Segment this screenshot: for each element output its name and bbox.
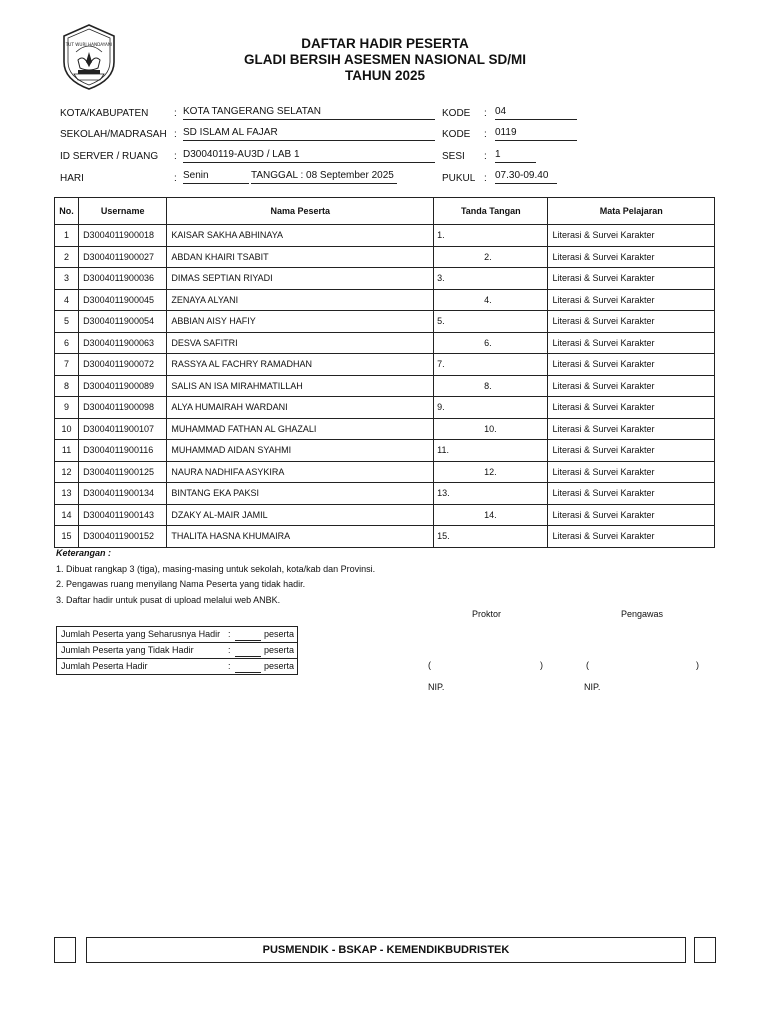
cell-username: D3004011900143 <box>79 504 167 526</box>
cell-nama-peserta: BINTANG EKA PAKSI <box>167 483 434 505</box>
cell-mata-pelajaran: Literasi & Survei Karakter <box>548 483 715 505</box>
title-line-3: TAHUN 2025 <box>344 68 426 83</box>
cell-no: 14 <box>55 504 79 526</box>
cell-nama-peserta: DZAKY AL-MAIR JAMIL <box>167 504 434 526</box>
cell-mata-pelajaran: Literasi & Survei Karakter <box>548 246 715 268</box>
table-row <box>55 289 715 311</box>
colon: : <box>174 108 177 119</box>
cell-nama-peserta: RASSYA AL FACHRY RAMADHAN <box>167 354 434 376</box>
svg-text:TUT WURI HANDAYANI: TUT WURI HANDAYANI <box>65 42 113 47</box>
cell-username: D3004011900152 <box>79 526 167 548</box>
kode1-label: KODE <box>442 108 471 119</box>
colon: : <box>484 129 487 140</box>
cell-nama-peserta: KAISAR SAKHA ABHINAYA <box>167 225 434 247</box>
notes-heading: Keterangan : <box>56 548 112 558</box>
cell-tanda-tangan[interactable] <box>434 461 548 483</box>
kota-value: KOTA TANGERANG SELATAN <box>183 106 435 120</box>
pengawas-label: Pengawas <box>621 609 664 619</box>
cell-tanda-tangan[interactable] <box>434 354 548 376</box>
signature-number: 15. <box>437 531 450 541</box>
cell-no: 12 <box>55 461 79 483</box>
cell-username: D3004011900072 <box>79 354 167 376</box>
cell-mata-pelajaran: Literasi & Survei Karakter <box>548 526 715 548</box>
kota-label: KOTA/KABUPATEN <box>60 108 149 119</box>
col-header-username: Username <box>79 198 167 225</box>
signature-number: 14. <box>484 509 497 520</box>
col-header-no: No. <box>55 198 79 225</box>
signature-number: 11. <box>437 445 449 455</box>
cell-tanda-tangan[interactable] <box>434 268 548 290</box>
cell-username: D3004011900027 <box>79 246 167 268</box>
cell-mata-pelajaran: Literasi & Survei Karakter <box>548 418 715 440</box>
colon: : <box>228 645 231 655</box>
cell-username: D3004011900134 <box>79 483 167 505</box>
cell-mata-pelajaran: Literasi & Survei Karakter <box>548 311 715 333</box>
cell-nama-peserta: MUHAMMAD FATHAN AL GHAZALI <box>167 418 434 440</box>
cell-no: 9 <box>55 397 79 419</box>
table-row <box>55 418 715 440</box>
sekolah-value: SD ISLAM AL FAJAR <box>183 127 435 141</box>
table-row <box>55 526 715 548</box>
hari-label: HARI <box>60 173 84 184</box>
cell-tanda-tangan[interactable] <box>434 504 548 526</box>
kode2-label: KODE <box>442 129 471 140</box>
signature-number: 5. <box>437 316 445 326</box>
footer-right-box <box>694 937 716 963</box>
signature-number: 10. <box>484 423 497 434</box>
colon: : <box>228 661 231 671</box>
cell-no: 10 <box>55 418 79 440</box>
table-row <box>55 397 715 419</box>
cell-mata-pelajaran: Literasi & Survei Karakter <box>548 225 715 247</box>
summary-unit: peserta <box>264 661 295 671</box>
table-header-row <box>55 198 715 225</box>
signature-number: 7. <box>437 359 445 369</box>
colon: : <box>484 151 487 162</box>
cell-username: D3004011900054 <box>79 311 167 333</box>
table-row <box>55 332 715 354</box>
pengawas-paren-close: ) <box>696 660 699 670</box>
cell-no: 6 <box>55 332 79 354</box>
cell-no: 15 <box>55 526 79 548</box>
colon: : <box>174 129 177 140</box>
cell-nama-peserta: ZENAYA ALYANI <box>167 289 434 311</box>
signature-number: 6. <box>484 337 492 348</box>
proktor-paren-close: ) <box>540 660 543 670</box>
cell-username: D3004011900036 <box>79 268 167 290</box>
cell-nama-peserta: ABBIAN AISY HAFIY <box>167 311 434 333</box>
cell-tanda-tangan[interactable] <box>434 397 548 419</box>
cell-tanda-tangan[interactable] <box>434 289 548 311</box>
hari-value: Senin <box>183 170 249 184</box>
col-header-tanda-tangan: Tanda Tangan <box>434 198 548 225</box>
cell-mata-pelajaran: Literasi & Survei Karakter <box>548 397 715 419</box>
proktor-nip: NIP. <box>428 682 445 692</box>
col-header-nama: Nama Peserta <box>167 198 434 225</box>
summary-unit: peserta <box>264 629 295 639</box>
cell-tanda-tangan[interactable] <box>434 375 548 397</box>
table-row <box>55 375 715 397</box>
summary-unit: peserta <box>264 645 295 655</box>
cell-tanda-tangan[interactable] <box>434 483 548 505</box>
table-row <box>55 246 715 268</box>
proktor-paren-open: ( <box>428 660 431 670</box>
signature-number: 2. <box>484 251 492 262</box>
cell-tanda-tangan[interactable] <box>434 440 548 462</box>
colon: : <box>174 151 177 162</box>
signature-number: 13. <box>437 488 450 498</box>
cell-username: D3004011900116 <box>79 440 167 462</box>
note-item: 1. Dibuat rangkap 3 (tiga), masing-masing untuk sekolah, kota/kab dan Provinsi. <box>56 563 376 574</box>
cell-no: 5 <box>55 311 79 333</box>
sekolah-label: SEKOLAH/MADRASAH <box>60 129 167 140</box>
signature-number: 3. <box>437 273 445 283</box>
summary-label: Jumlah Peserta yang Seharusnya Hadir <box>61 629 221 639</box>
sesi-label: SESI <box>442 151 465 162</box>
signature-number: 9. <box>437 402 445 412</box>
colon: : <box>174 173 177 184</box>
title-line-1: DAFTAR HADIR PESERTA <box>301 36 469 51</box>
cell-nama-peserta: SALIS AN ISA MIRAHMATILLAH <box>167 375 434 397</box>
cell-mata-pelajaran: Literasi & Survei Karakter <box>548 375 715 397</box>
colon: : <box>484 173 487 184</box>
kode1-value: 04 <box>495 106 577 120</box>
cell-no: 7 <box>55 354 79 376</box>
col-header-mata-pelajaran: Mata Pelajaran <box>548 198 715 225</box>
cell-username: D3004011900098 <box>79 397 167 419</box>
cell-nama-peserta: DESVA SAFITRI <box>167 332 434 354</box>
table-row <box>55 483 715 505</box>
info-block <box>0 0 768 190</box>
table-row <box>55 268 715 290</box>
pukul-value: 07.30-09.40 <box>495 170 557 184</box>
summary-label: Jumlah Peserta Hadir <box>61 661 148 671</box>
table-row <box>55 225 715 247</box>
colon: : <box>228 629 231 639</box>
signature-number: 8. <box>484 380 492 391</box>
kode2-value: 0119 <box>495 127 577 141</box>
footer-left-box <box>54 937 76 963</box>
cell-tanda-tangan[interactable] <box>434 246 548 268</box>
notes <box>56 546 375 608</box>
cell-tanda-tangan[interactable] <box>434 311 548 333</box>
table-row <box>55 461 715 483</box>
cell-no: 13 <box>55 483 79 505</box>
summary-label: Jumlah Peserta yang Tidak Hadir <box>61 645 194 655</box>
cell-username: D3004011900045 <box>79 289 167 311</box>
server-label: ID SERVER / RUANG <box>60 151 159 162</box>
cell-mata-pelajaran: Literasi & Survei Karakter <box>548 354 715 376</box>
footer-title: PUSMENDIK - BSKAP - KEMENDIKBUDRISTEK <box>86 937 686 963</box>
cell-nama-peserta: THALITA HASNA KHUMAIRA <box>167 526 434 548</box>
cell-mata-pelajaran: Literasi & Survei Karakter <box>548 504 715 526</box>
cell-no: 2 <box>55 246 79 268</box>
table-row <box>55 354 715 376</box>
signature-block <box>0 600 768 700</box>
server-value: D30040119-AU3D / LAB 1 <box>183 149 435 163</box>
cell-mata-pelajaran: Literasi & Survei Karakter <box>548 289 715 311</box>
attendance-table <box>54 197 715 548</box>
cell-nama-peserta: MUHAMMAD AIDAN SYAHMI <box>167 440 434 462</box>
signature-number: 4. <box>484 294 492 305</box>
cell-no: 11 <box>55 440 79 462</box>
cell-username: D3004011900063 <box>79 332 167 354</box>
pengawas-paren-open: ( <box>586 660 589 670</box>
signature-number: 1. <box>437 230 445 240</box>
cell-no: 3 <box>55 268 79 290</box>
cell-nama-peserta: DIMAS SEPTIAN RIYADI <box>167 268 434 290</box>
cell-username: D3004011900018 <box>79 225 167 247</box>
cell-nama-peserta: ALYA HUMAIRAH WARDANI <box>167 397 434 419</box>
cell-no: 4 <box>55 289 79 311</box>
cell-no: 1 <box>55 225 79 247</box>
title-line-2: GLADI BERSIH ASESMEN NASIONAL SD/MI <box>243 52 527 67</box>
note-item: 2. Pengawas ruang menyilang Nama Peserta yang tidak hadir. <box>56 579 306 589</box>
colon: : <box>484 108 487 119</box>
table-row <box>55 440 715 462</box>
cell-mata-pelajaran: Literasi & Survei Karakter <box>548 332 715 354</box>
cell-tanda-tangan[interactable] <box>434 418 548 440</box>
cell-tanda-tangan[interactable] <box>434 225 548 247</box>
table-row <box>55 504 715 526</box>
pengawas-nip: NIP. <box>584 682 601 692</box>
table-row <box>55 311 715 333</box>
cell-mata-pelajaran: Literasi & Survei Karakter <box>548 440 715 462</box>
cell-username: D3004011900089 <box>79 375 167 397</box>
cell-username: D3004011900107 <box>79 418 167 440</box>
cell-mata-pelajaran: Literasi & Survei Karakter <box>548 268 715 290</box>
cell-tanda-tangan[interactable] <box>434 332 548 354</box>
tanggal-value: TANGGAL : 08 September 2025 <box>251 170 397 184</box>
pukul-label: PUKUL <box>442 173 476 184</box>
note-item: 3. Daftar hadir untuk pusat di upload melalui web ANBK. <box>56 594 281 605</box>
cell-no: 8 <box>55 375 79 397</box>
cell-nama-peserta: ABDAN KHAIRI TSABIT <box>167 246 434 268</box>
signature-number: 12. <box>484 466 497 477</box>
cell-mata-pelajaran: Literasi & Survei Karakter <box>548 461 715 483</box>
cell-username: D3004011900125 <box>79 461 167 483</box>
proktor-label: Proktor <box>472 609 502 619</box>
cell-tanda-tangan[interactable] <box>434 526 548 548</box>
cell-nama-peserta: NAURA NADHIFA ASYKIRA <box>167 461 434 483</box>
sesi-value: 1 <box>495 149 536 163</box>
